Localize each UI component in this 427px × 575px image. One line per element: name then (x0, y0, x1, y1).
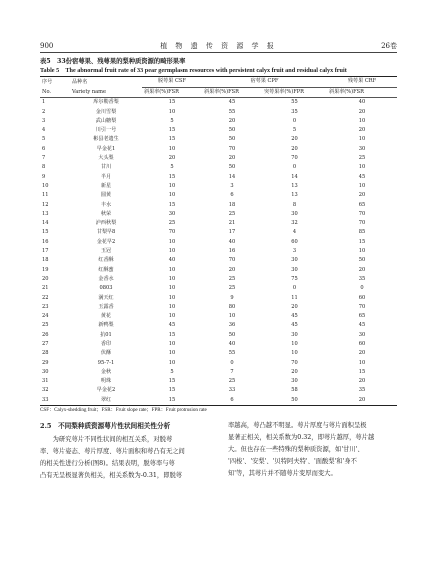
cell-crf-fsr: 20 (358, 108, 366, 115)
paragraph-line: 知'等，其萼片并不随萼片变厚而变大。 (228, 470, 337, 478)
cell-cpf-fsr: 9 (230, 294, 234, 301)
paragraph-line: 为研究萼片不同性状间的相互关系，对脱萼 (40, 436, 173, 443)
cell-csf-fsr: 10 (168, 266, 176, 273)
table-header-row-1 (40, 77, 397, 88)
cell-cpf-fpr: 20 (291, 136, 298, 143)
cell-cpf-fsr: 10 (228, 313, 236, 320)
cell-csf-fsr: 5 (170, 368, 174, 375)
cell-no: 14 (42, 220, 49, 227)
table-row (40, 200, 397, 209)
table-row (40, 284, 397, 293)
cell-csf-fsr: 15 (168, 387, 176, 394)
cell-cpf-fsr: 33 (228, 387, 236, 394)
cell-csf-fsr: 10 (168, 313, 176, 320)
cell-variety-name: 丰水 (100, 201, 112, 208)
table-row (40, 303, 397, 312)
cell-crf-fsr: 0 (360, 285, 364, 292)
table-row (40, 331, 397, 340)
cell-variety-name: 伏酥 (100, 350, 112, 357)
cell-cpf-fpr: 8 (292, 201, 297, 208)
paragraph-line: 凸有无呈极显著负相关，相关系数为-0.31，即脱萼 (40, 472, 183, 480)
cell-cpf-fpr: 5 (292, 127, 297, 134)
cell-no: 1 (42, 99, 46, 106)
journal-title: 植 物 遗 传 资 源 学 报 (160, 42, 277, 50)
cell-crf-fsr: 30 (358, 331, 366, 338)
col-header-no-en: No. (40, 87, 70, 98)
cell-variety-name: 红香酥 (98, 257, 114, 264)
cell-variety-name: 金花早2 (96, 238, 116, 245)
cell-variety-name: 红酥蜜 (98, 266, 114, 273)
cell-crf-fsr: 60 (358, 341, 366, 347)
cell-variety-name: 新鸭梨 (98, 322, 114, 329)
cell-cpf-fpr: 30 (291, 331, 298, 338)
cell-cpf-fsr: 20 (228, 266, 236, 273)
cell-no: 30 (42, 368, 49, 375)
col-group-csf: 脱萼果 CSF (142, 77, 202, 88)
paragraph-line: 率越高，萼凸越不明显。萼片厚度与萼片面积呈极 (228, 422, 367, 429)
cell-cpf-fsr: 21 (228, 220, 236, 227)
cell-cpf-fsr: 50 (228, 127, 236, 134)
cell-cpf-fsr: 70 (228, 257, 236, 264)
cell-csf-fsr: 10 (168, 108, 176, 115)
cell-cpf-fsr: 3 (230, 182, 234, 189)
cell-cpf-fpr: 0 (292, 164, 297, 171)
cell-csf-fsr: 15 (168, 127, 176, 134)
cell-no: 13 (42, 210, 49, 217)
cell-cpf-fpr: 13 (291, 192, 298, 199)
cell-crf-fsr: 15 (358, 368, 366, 375)
cell-crf-fsr: 10 (358, 182, 366, 189)
cell-variety-name: 满天红 (98, 294, 114, 301)
cell-csf-fsr: 10 (168, 294, 176, 301)
cell-crf-fsr: 20 (358, 396, 366, 403)
cell-variety-name: 半月 (100, 173, 112, 180)
cell-no: 10 (42, 182, 49, 189)
cell-cpf-fpr: 11 (291, 294, 298, 301)
col-header-name-zh: 品种名 (72, 78, 88, 85)
cell-crf-fsr: 40 (358, 99, 366, 106)
cell-variety-name: 金秋 (100, 368, 112, 375)
cell-cpf-fpr: 70 (291, 359, 298, 366)
cell-cpf-fpr: 3 (292, 248, 297, 255)
cell-cpf-fsr: 0 (230, 359, 234, 366)
cell-variety-name: 早金花1 (96, 145, 116, 152)
cell-csf-fsr: 15 (168, 173, 176, 180)
table-row (40, 191, 397, 200)
cell-cpf-fpr: 10 (291, 350, 298, 357)
table-caption-zh: 表5 33份宿萼果、残萼果的梨种质资源的畸形果率 (40, 58, 186, 65)
table-row (40, 117, 397, 126)
cell-csf-fsr: 15 (168, 331, 176, 338)
cell-variety-name: 泸西秋梨 (95, 220, 117, 227)
paragraph-line: 显著正相关，相关系数为0.32，即萼片越厚，萼片越 (228, 434, 375, 442)
table-row (40, 238, 397, 247)
cell-variety-name: 甘梨早8 (96, 229, 116, 236)
cell-variety-name: 玉冠 (100, 248, 112, 255)
cell-cpf-fpr: 0 (292, 117, 297, 124)
cell-no: 21 (42, 285, 49, 292)
cell-crf-fsr: 20 (358, 350, 366, 357)
cell-variety-name: 甘川 (100, 164, 112, 171)
cell-variety-name: 香印 (100, 341, 112, 347)
cell-crf-fsr: 10 (358, 359, 366, 366)
cell-csf-fsr: 10 (168, 238, 176, 245)
paragraph-left-column (40, 434, 218, 482)
cell-csf-fsr: 45 (168, 322, 176, 329)
cell-no: 24 (42, 313, 49, 320)
paragraph-line: 的相关性进行分析(图8)。结果表明，脱萼率与萼 (40, 460, 175, 468)
cell-no: 4 (42, 127, 46, 134)
cell-crf-fsr: 10 (358, 248, 366, 255)
cell-cpf-fpr: 30 (291, 257, 298, 264)
table-row (40, 266, 397, 275)
cell-cpf-fsr: 14 (228, 173, 236, 180)
cell-cpf-fsr: 16 (228, 248, 236, 255)
table-row (40, 368, 397, 377)
cell-crf-fsr: 45 (358, 322, 366, 329)
table-row (40, 173, 397, 182)
cell-csf-fsr: 10 (168, 248, 176, 255)
cell-cpf-fpr: 20 (291, 303, 298, 310)
cell-no: 17 (42, 248, 49, 255)
cell-no: 25 (42, 322, 49, 329)
cell-variety-name: 早金花2 (96, 387, 116, 394)
cell-csf-fsr: 10 (168, 275, 176, 282)
cell-variety-name: 金香水 (98, 275, 114, 282)
col-header-cpf-fpr: 突萼果率(%)FPR (262, 87, 327, 98)
cell-variety-name: 大头梨 (98, 155, 114, 162)
section-heading: 2.5 不同梨种质资源萼片性状间相关性分析 (40, 422, 171, 430)
cell-no: 16 (42, 238, 49, 245)
cell-cpf-fsr: 50 (228, 136, 236, 143)
table-row (40, 256, 397, 265)
cell-csf-fsr: 10 (168, 285, 176, 292)
abnormal-fruit-rate-table (40, 76, 397, 406)
table-row (40, 293, 397, 302)
col-header-no-zh: 序号 (42, 78, 53, 85)
col-header-crf-fsr: 斜果率(%)FSR (327, 87, 397, 98)
cell-crf-fsr: 10 (358, 117, 366, 124)
table-row (40, 210, 397, 219)
table-footnote: CSF：Calyx-shedding fruit；FSR：Fruit slope rate；FPR：Fruit protrusion rate (40, 407, 207, 413)
cell-cpf-fsr: 40 (228, 341, 236, 347)
cell-csf-fsr: 10 (168, 145, 176, 152)
cell-csf-fsr: 10 (168, 350, 176, 357)
cell-crf-fsr: 20 (358, 266, 366, 273)
col-header-cpf-fsr: 斜果率(%)FSR (202, 87, 262, 98)
cell-cpf-fsr: 6 (230, 396, 234, 403)
cell-cpf-fpr: 50 (291, 396, 298, 403)
cell-no: 19 (42, 266, 49, 273)
table-row (40, 98, 397, 108)
cell-cpf-fpr: 70 (291, 155, 298, 162)
cell-cpf-fsr: 50 (228, 331, 236, 338)
cell-csf-fsr: 25 (168, 220, 176, 227)
cell-variety-name: 抗01 (100, 331, 112, 338)
cell-no: 2 (42, 108, 46, 115)
cell-variety-name: 秋荣 (100, 210, 112, 217)
cell-cpf-fpr: 20 (291, 368, 298, 375)
cell-cpf-fpr: 35 (291, 108, 298, 115)
table-row (40, 145, 397, 154)
table-row (40, 107, 397, 116)
cell-crf-fsr: 70 (358, 210, 366, 217)
cell-no: 26 (42, 331, 49, 338)
cell-no: 18 (42, 257, 49, 264)
cell-csf-fsr: 10 (168, 341, 176, 347)
cell-no: 32 (42, 387, 49, 394)
cell-cpf-fsr: 25 (228, 210, 236, 217)
cell-csf-fsr: 10 (168, 182, 176, 189)
cell-no: 29 (42, 359, 49, 366)
cell-crf-fsr: 70 (358, 220, 366, 227)
cell-variety-name: 金川雪梨 (95, 108, 117, 115)
paragraph-line: 率、萼片姿态、萼片厚度、萼片面积和萼凸有无之间 (40, 448, 185, 456)
table-row (40, 386, 397, 395)
cell-cpf-fpr: 30 (291, 266, 298, 273)
table-row (40, 321, 397, 330)
cell-cpf-fsr: 25 (228, 378, 236, 385)
volume-label: 26卷 (381, 42, 397, 50)
cell-no: 33 (42, 396, 49, 403)
cell-no: 27 (42, 341, 49, 347)
table-row (40, 340, 397, 349)
table-row (40, 135, 397, 144)
col-header-csf-fsr: 斜果率(%)FSR (142, 87, 202, 98)
cell-variety-name: 玉露香 (98, 303, 114, 310)
cell-no: 20 (42, 275, 49, 282)
table-row (40, 359, 397, 368)
table-row (40, 396, 397, 406)
cell-cpf-fsr: 36 (228, 322, 236, 329)
cell-crf-fsr: 15 (358, 238, 366, 245)
cell-csf-fsr: 70 (168, 229, 176, 236)
table-row (40, 182, 397, 191)
cell-cpf-fpr: 20 (291, 145, 298, 152)
cell-cpf-fpr: 32 (291, 220, 298, 227)
cell-crf-fsr: 30 (358, 145, 366, 152)
cell-crf-fsr: 60 (358, 294, 366, 301)
col-group-cpf: 宿萼果 CPF (202, 77, 327, 88)
cell-cpf-fpr: 55 (291, 99, 298, 106)
cell-no: 12 (42, 201, 49, 208)
cell-variety-name: 圆黄 (100, 192, 112, 199)
cell-crf-fsr: 50 (358, 257, 366, 264)
cell-csf-fsr: 15 (168, 99, 176, 106)
cell-crf-fsr: 85 (358, 229, 366, 236)
cell-cpf-fpr: 10 (291, 341, 298, 347)
cell-cpf-fpr: 45 (291, 322, 298, 329)
cell-csf-fsr: 15 (168, 378, 176, 385)
cell-csf-fsr: 15 (168, 396, 176, 403)
table-row (40, 349, 397, 358)
cell-variety-name: 新星 (100, 182, 112, 189)
cell-crf-fsr: 65 (358, 201, 366, 208)
cell-cpf-fsr: 25 (228, 275, 236, 282)
cell-no: 22 (42, 294, 49, 301)
cell-crf-fsr: 65 (358, 313, 366, 320)
cell-csf-fsr: 15 (168, 201, 176, 208)
cell-cpf-fpr: 30 (291, 378, 298, 385)
cell-no: 28 (42, 350, 49, 357)
cell-csf-fsr: 15 (168, 136, 176, 143)
cell-no: 8 (42, 164, 46, 171)
cell-no: 7 (42, 155, 46, 162)
cell-variety-name: 库尔勒香梨 (93, 99, 119, 106)
cell-cpf-fpr: 45 (291, 313, 298, 320)
table-row (40, 312, 397, 321)
table-row (40, 219, 397, 228)
cell-cpf-fsr: 55 (228, 350, 236, 357)
cell-cpf-fsr: 25 (228, 285, 236, 292)
cell-no: 5 (42, 136, 46, 143)
cell-no: 15 (42, 229, 49, 236)
cell-no: 3 (42, 117, 46, 124)
cell-cpf-fsr: 17 (228, 229, 236, 236)
cell-csf-fsr: 20 (168, 155, 176, 162)
cell-crf-fsr: 10 (358, 164, 366, 171)
table-row (40, 154, 397, 163)
table-row (40, 247, 397, 256)
col-group-crf: 残萼果 CRF (327, 77, 397, 88)
cell-no: 6 (42, 145, 46, 152)
cell-cpf-fsr: 50 (228, 164, 236, 171)
table-row (40, 163, 397, 172)
cell-crf-fsr: 35 (358, 387, 366, 394)
cell-variety-name: 武山糖梨 (95, 117, 117, 124)
cell-csf-fsr: 30 (168, 210, 176, 217)
cell-variety-name: 彬县老遗生 (93, 136, 119, 143)
table-row (40, 228, 397, 237)
cell-cpf-fpr: 13 (291, 182, 298, 189)
cell-csf-fsr: 5 (170, 117, 174, 124)
cell-cpf-fsr: 80 (228, 303, 236, 310)
cell-cpf-fsr: 7 (230, 368, 234, 375)
table-header-row-2 (40, 87, 397, 98)
paragraph-line: 大。但也存在一些特殊的梨种质资源，如'甘川'、 (228, 446, 364, 454)
cell-variety-name: 95-7-1 (97, 359, 115, 366)
cell-cpf-fsr: 45 (228, 99, 236, 106)
cell-variety-name: 黄花 (100, 313, 112, 320)
cell-cpf-fpr: 0 (292, 285, 297, 292)
cell-cpf-fsr: 70 (228, 145, 236, 152)
cell-crf-fsr: 25 (358, 155, 366, 162)
cell-no: 31 (42, 378, 49, 385)
cell-no: 9 (42, 173, 46, 180)
cell-cpf-fsr: 20 (228, 117, 236, 124)
table-body (40, 98, 397, 406)
cell-csf-fsr: 5 (170, 164, 174, 171)
cell-csf-fsr: 10 (168, 192, 176, 199)
col-header-name-en: Variety name (70, 87, 142, 98)
running-header (40, 40, 397, 53)
table-caption-en: Table 5 The abnormal fruit rate of 33 pear germplasm resources with persistent calyx fruit and residual calyx fruit (40, 67, 347, 74)
cell-crf-fsr: 35 (358, 275, 366, 282)
cell-no: 23 (42, 303, 49, 310)
table-row (40, 126, 397, 135)
cell-variety-name: 0803 (99, 285, 113, 292)
cell-cpf-fpr: 75 (291, 275, 298, 282)
cell-csf-fsr: 40 (168, 257, 176, 264)
cell-csf-fsr: 10 (168, 303, 176, 310)
cell-no: 11 (42, 192, 49, 199)
cell-cpf-fpr: 30 (291, 210, 298, 217)
cell-cpf-fsr: 40 (228, 238, 236, 245)
table-row (40, 377, 397, 386)
cell-variety-name: 川引一号 (95, 127, 117, 134)
table-row (40, 275, 397, 284)
cell-cpf-fpr: 58 (291, 387, 298, 394)
cell-crf-fsr: 70 (358, 303, 366, 310)
cell-crf-fsr: 20 (358, 127, 366, 134)
cell-cpf-fsr: 6 (230, 192, 234, 199)
cell-cpf-fsr: 18 (228, 201, 236, 208)
cell-crf-fsr: 10 (358, 136, 366, 143)
page-number: 900 (40, 42, 54, 50)
cell-csf-fsr: 10 (168, 359, 176, 366)
paragraph-right-column (228, 420, 398, 480)
cell-cpf-fsr: 20 (228, 155, 236, 162)
cell-crf-fsr: 45 (358, 173, 366, 180)
cell-crf-fsr: 20 (358, 192, 366, 199)
cell-cpf-fpr: 14 (291, 173, 298, 180)
cell-cpf-fpr: 4 (292, 229, 297, 236)
cell-cpf-fpr: 60 (291, 238, 298, 245)
cell-variety-name: 翠红 (100, 396, 112, 403)
cell-variety-name: 明珠 (100, 378, 112, 385)
paragraph-line: '四梭'、'安梨'、'贝特阿夫特'、'面酸梨'和'身不 (228, 458, 357, 466)
cell-crf-fsr: 20 (358, 378, 366, 385)
cell-cpf-fsr: 55 (228, 108, 236, 115)
